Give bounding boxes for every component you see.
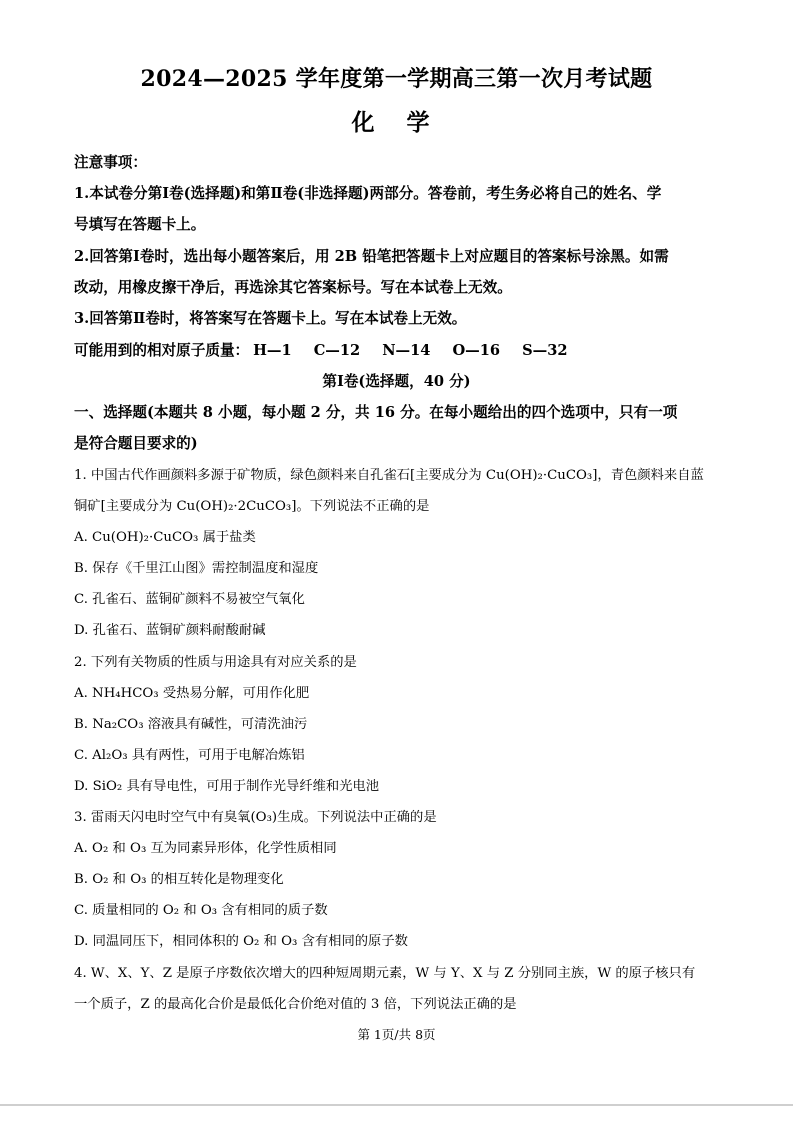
q1-stem-2: 铜矿[主要成分为 Cu(OH)₂·2CuCO₃]。下列说法不正确的是	[74, 499, 430, 514]
atomic-mass-n: N—14	[382, 342, 431, 359]
atomic-mass-h: H—1	[253, 342, 292, 359]
q2-stem: 2. 下列有关物质的性质与用途具有对应关系的是	[74, 655, 357, 670]
atomic-mass-o: O—16	[452, 342, 501, 359]
note-line-2: 号填写在答题卡上。	[74, 216, 206, 233]
note-line-1: 1.本试卷分第Ⅰ卷(选择题)和第Ⅱ卷(非选择题)两部分。答卷前，考生务必将自己的姓名、学	[74, 185, 662, 202]
q4-stem-1: 4. W、X、Y、Z 是原子序数依次增大的四种短周期元素，W 与 Y、X 与 Z 分别同主族，W 的原子核只有	[74, 966, 696, 981]
part1-heading: 第Ⅰ卷(选择题，40 分)	[322, 373, 471, 390]
atomic-mass-s: S—32	[522, 342, 568, 359]
section-instruction-2: 是符合题目要求的)	[74, 435, 198, 452]
q3-stem: 3. 雷雨天闪电时空气中有臭氧(O₃)生成。下列说法中正确的是	[74, 810, 437, 825]
q2-option-a: A. NH₄HCO₃ 受热易分解，可用作化肥	[74, 686, 310, 701]
q2-option-c: C. Al₂O₃ 具有两性，可用于电解冶炼铝	[74, 748, 305, 763]
section-instruction-1: 一、选择题(本题共 8 小题，每小题 2 分，共 16 分。在每小题给出的四个选项中，只有一项	[74, 404, 678, 421]
q2-option-b: B. Na₂CO₃ 溶液具有碱性，可清洗油污	[74, 717, 308, 732]
q1-option-d: D. 孔雀石、蓝铜矿颜料耐酸耐碱	[74, 623, 266, 638]
atomic-mass-line	[74, 339, 734, 360]
q1-option-b: B. 保存《千里江山图》需控制温度和湿度	[74, 561, 319, 576]
notes-heading: 注意事项：	[74, 154, 147, 171]
q3-option-a: A. O₂ 和 O₃ 互为同素异形体，化学性质相同	[74, 841, 337, 856]
q1-option-c: C. 孔雀石、蓝铜矿颜料不易被空气氧化	[74, 592, 305, 607]
atomic-mass-label: 可能用到的相对原子质量：	[74, 342, 250, 359]
q3-option-b: B. O₂ 和 O₃ 的相互转化是物理变化	[74, 872, 284, 887]
q4-stem-2: 一个质子，Z 的最高化合价是最低化合价绝对值的 3 倍，下列说法正确的是	[74, 997, 517, 1012]
note-line-3: 2.回答第Ⅰ卷时，选出每小题答案后，用 2B 铅笔把答题卡上对应题目的答案标号涂黑。如需	[74, 248, 669, 265]
bottom-divider	[0, 1104, 793, 1106]
subject-title: 化 学	[351, 109, 442, 136]
note-line-4: 改动，用橡皮擦干净后，再选涂其它答案标号。写在本试卷上无效。	[74, 279, 512, 296]
q2-option-d: D. SiO₂ 具有导电性，可用于制作光导纤维和光电池	[74, 779, 380, 794]
page-number: 第 1页/共 8页	[357, 1027, 436, 1042]
atomic-mass-c: C—12	[313, 342, 361, 359]
q3-option-c: C. 质量相同的 O₂ 和 O₃ 含有相同的质子数	[74, 903, 328, 918]
note-line-5: 3.回答第Ⅱ卷时，将答案写在答题卡上。写在本试卷上无效。	[74, 310, 467, 327]
q1-stem-1: 1. 中国古代作画颜料多源于矿物质，绿色颜料来自孔雀石[主要成分为 Cu(OH)₂·CuCO₃]，青色颜料来自蓝	[74, 468, 704, 483]
exam-title: 2024—2025 学年度第一学期高三第一次月考试题	[140, 66, 653, 92]
q3-option-d: D. 同温同压下，相同体积的 O₂ 和 O₃ 含有相同的原子数	[74, 934, 408, 949]
q1-option-a: A. Cu(OH)₂·CuCO₃ 属于盐类	[74, 530, 256, 545]
